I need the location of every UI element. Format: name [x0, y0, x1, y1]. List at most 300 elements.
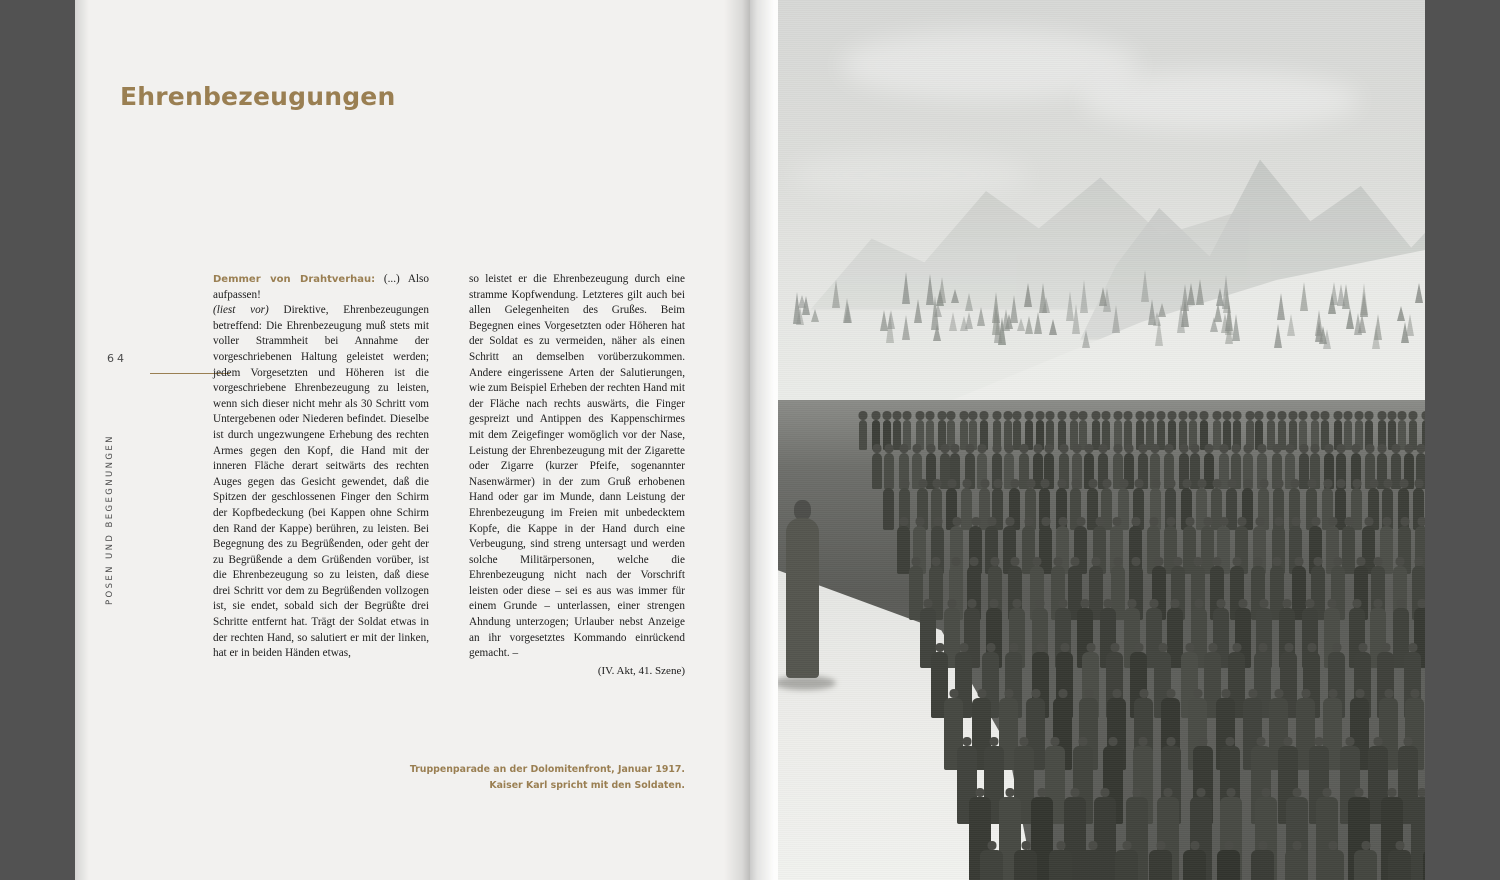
page-number: 64 [107, 352, 127, 365]
soldier-cap [1405, 444, 1414, 453]
soldier-cap [963, 737, 972, 746]
soldier-cap [1233, 411, 1242, 420]
soldier-cap [900, 479, 909, 488]
officer-head [794, 500, 811, 520]
soldier-cap [987, 517, 996, 526]
soldier-cap [980, 479, 989, 488]
tree-icon [1112, 305, 1120, 333]
soldier-cap [1174, 557, 1183, 566]
tree-icon [951, 289, 959, 303]
soldier-cap [1102, 411, 1111, 420]
soldier-cap [1314, 557, 1323, 566]
speaker-name: Demmer von Drahtverhau: [213, 274, 376, 285]
soldier-cap [1258, 841, 1267, 850]
historical-photograph [750, 0, 1425, 880]
soldier-figure [980, 850, 1003, 880]
soldier-cap [1382, 517, 1391, 526]
soldier-cap [883, 411, 892, 420]
soldier-cap [1128, 599, 1137, 608]
soldier-cap [899, 517, 908, 526]
soldier-cap [1239, 599, 1248, 608]
caption-line-2: Kaiser Karl spricht mit den Soldaten. [489, 780, 685, 791]
soldier-cap [1346, 737, 1355, 746]
soldier-cap [885, 444, 894, 453]
soldier-cap [1311, 411, 1320, 420]
soldier-cap [1315, 737, 1324, 746]
soldier-cap [1112, 517, 1121, 526]
soldier-cap [1399, 479, 1408, 488]
soldier-cap [976, 788, 985, 797]
tree-icon [1374, 314, 1382, 340]
soldier-cap [1119, 479, 1128, 488]
soldier-cap [1013, 411, 1022, 420]
cloud [790, 150, 1030, 200]
soldier-cap [993, 479, 1002, 488]
soldier-figure [1285, 850, 1308, 880]
soldier-cap [1031, 689, 1040, 698]
soldier-cap [993, 444, 1002, 453]
soldier-cap [1025, 411, 1034, 420]
soldier-cap [915, 517, 924, 526]
soldier-cap [1009, 643, 1018, 652]
soldier-cap [1079, 737, 1088, 746]
tree-icon [1017, 318, 1025, 331]
soldier-cap [1232, 444, 1241, 453]
soldier-cap [966, 444, 975, 453]
soldier-cap [1408, 643, 1417, 652]
soldier-cap [1133, 788, 1142, 797]
soldier-cap [1139, 689, 1148, 698]
soldier-cap [1146, 411, 1155, 420]
soldier-cap [1295, 557, 1304, 566]
tree-icon [1315, 310, 1323, 336]
soldier-cap [1418, 788, 1426, 797]
tree-icon [914, 299, 922, 323]
page-title: Ehrenbezeugungen [120, 82, 396, 111]
soldier-cap [1155, 557, 1164, 566]
soldier-cap [986, 643, 995, 652]
soldier-cap [1185, 643, 1194, 652]
soldier-cap [990, 737, 999, 746]
soldier-cap [1132, 557, 1141, 566]
photo-left-margin [750, 0, 778, 880]
soldier-figure [1321, 850, 1344, 880]
soldier-cap [1004, 689, 1013, 698]
soldier-cap [1056, 841, 1065, 850]
soldier-cap [1058, 411, 1067, 420]
soldier-figure [897, 526, 910, 574]
soldier-cap [1392, 444, 1401, 453]
soldier-cap [1233, 557, 1242, 566]
officer-figure [780, 500, 826, 700]
soldier-cap [933, 517, 942, 526]
soldier-cap [1226, 737, 1235, 746]
caption-line-1: Truppenparade an der Dolomitenfront, Januar 1917. [409, 764, 685, 775]
soldier-cap [1005, 444, 1014, 453]
soldier-cap [1227, 788, 1236, 797]
soldier-cap [1058, 517, 1067, 526]
soldier-cap [1136, 411, 1145, 420]
running-head: POSEN UND BEGEGNUNGEN [105, 434, 115, 605]
soldier-cap [1289, 411, 1298, 420]
soldier-cap [1258, 643, 1267, 652]
soldier-cap [1396, 557, 1405, 566]
soldier-cap [1189, 411, 1198, 420]
soldier-cap [1283, 599, 1292, 608]
soldier-cap [1243, 479, 1252, 488]
tree-icon [1406, 314, 1414, 336]
soldier-cap [1013, 599, 1022, 608]
soldier-cap [1024, 517, 1033, 526]
body-text-left: Direktive, Ehrenbezeugungen betreffend: Die Ehrenbezeugung muß stets mit voller Strammheit bei Annahme der vorgeschriebenen Haltung geleistet werden; jedem Vorgesetzten und Höheren ist die vorgeschriebene Ehrenbezeugung zu leisten, wenn sich dieser nicht mehr als 30 Schritt vom Untergebenen oder Niederen befindet. Dieselbe ist durch ungezwungene Erhebung des rechten Armes gegen den Kopf, die Hand mit der inneren Fläche derart seitwärts des rechten Auges gegen das Gesicht gewendet, daß die Spitzen der geschlossenen Finger den Schirm der Kopfbedeckung (bei Kappen ohne Schirm den Rand der Kappe) berühren, zu leisten. Bei Begegnung des zu Begrüßenden, oder geht der zu Begrüßende a dem Grüßenden vorüber, ist die Ehrenbezeugung so zu leisten, daß diese drei Schritt vor dem zu Begrüßenden vollzogen ist, sie endet, sobald sich der Begrüßte drei Schritte entfernt hat. Trägt der Soldat etwas in der rechten Hand, so salutiert er mit der linken, hat er in beiden Händen etwas, [213, 304, 429, 660]
soldier-cap [1190, 841, 1199, 850]
soldier-cap [1328, 599, 1337, 608]
soldier-cap [960, 411, 969, 420]
soldier-cap [1166, 517, 1175, 526]
soldier-cap [1045, 444, 1054, 453]
soldier-cap [1262, 788, 1271, 797]
soldier-cap [893, 411, 902, 420]
soldier-cap [884, 479, 893, 488]
soldier-cap [1388, 788, 1397, 797]
tree-icon [1216, 288, 1224, 306]
soldier-cap [1171, 599, 1180, 608]
soldier-cap [1352, 479, 1361, 488]
soldier-cap [1244, 444, 1253, 453]
tree-icon [1141, 270, 1149, 302]
soldier-cap [1344, 411, 1353, 420]
tree-icon [960, 316, 968, 331]
soldier-cap [1102, 479, 1111, 488]
soldier-cap [1307, 643, 1316, 652]
tree-icon [933, 324, 941, 341]
soldier-cap [1085, 444, 1094, 453]
soldier-cap [947, 411, 956, 420]
soldier-figure [1115, 850, 1138, 880]
soldier-cap [1166, 479, 1175, 488]
soldier-cap [1101, 788, 1110, 797]
soldier-figure [1423, 850, 1425, 880]
soldier-cap [1038, 788, 1047, 797]
soldier-cap [1124, 411, 1133, 420]
soldier-cap [1274, 479, 1283, 488]
officer-shadow [774, 676, 836, 690]
soldier-cap [1221, 689, 1230, 698]
soldier-cap [1036, 411, 1045, 420]
soldier-cap [1212, 479, 1221, 488]
page-edge-shadow [75, 0, 89, 880]
stage-direction: (liest vor) [213, 304, 269, 317]
tree-icon [1187, 283, 1195, 305]
soldier-cap [1011, 557, 1020, 566]
soldier-cap [1369, 479, 1378, 488]
soldier-cap [1110, 643, 1119, 652]
soldier-cap [949, 689, 958, 698]
soldier-cap [987, 841, 996, 850]
soldier-cap [1004, 411, 1013, 420]
soldier-cap [1364, 517, 1373, 526]
soldier-cap [1414, 479, 1423, 488]
soldier-cap [991, 557, 1000, 566]
soldier-cap [1051, 737, 1060, 746]
soldier-cap [1417, 517, 1425, 526]
tree-icon [1300, 282, 1308, 311]
tree-icon [796, 307, 804, 325]
soldier-cap [1046, 411, 1055, 420]
soldier-cap [1167, 737, 1176, 746]
soldier-cap [1273, 444, 1282, 453]
tree-icon [1066, 291, 1074, 321]
soldier-cap [941, 444, 950, 453]
soldier-cap [1237, 517, 1246, 526]
soldier-cap [1166, 689, 1175, 698]
soldier-cap [1081, 599, 1090, 608]
tree-icon [1177, 304, 1185, 333]
tree-icon [1274, 324, 1282, 348]
soldier-cap [1274, 517, 1283, 526]
soldier-figure [1354, 850, 1377, 880]
soldier-cap [1010, 479, 1019, 488]
photo-caption [213, 762, 685, 794]
tree-icon [977, 307, 985, 326]
soldier-cap [1219, 517, 1228, 526]
soldier-cap [1071, 788, 1080, 797]
soldier-cap [1179, 411, 1188, 420]
soldier-cap [1021, 841, 1030, 850]
soldier-cap [1381, 643, 1390, 652]
soldier-cap [1193, 689, 1202, 698]
soldier-cap [1060, 643, 1069, 652]
soldier-cap [1114, 444, 1123, 453]
soldier-cap [1006, 788, 1015, 797]
soldier-cap [1388, 411, 1397, 420]
tree-icon [902, 272, 910, 304]
soldier-cap [970, 557, 979, 566]
soldier-cap [927, 444, 936, 453]
tree-icon [992, 304, 1000, 335]
soldier-cap [1084, 689, 1093, 698]
soldier-figure [1251, 850, 1274, 880]
text-column-left [213, 272, 429, 662]
soldier-cap [1286, 444, 1295, 453]
soldier-cap [1079, 411, 1088, 420]
soldier-cap [1200, 411, 1209, 420]
tree-icon [1337, 284, 1345, 306]
soldier-cap [1070, 411, 1079, 420]
soldier-cap [1151, 444, 1160, 453]
soldier-cap [952, 517, 961, 526]
soldier-cap [968, 599, 977, 608]
soldier-cap [1307, 479, 1316, 488]
soldier-cap [1086, 643, 1095, 652]
soldier-cap [1157, 411, 1166, 420]
soldier-cap [1054, 557, 1063, 566]
soldier-cap [1353, 599, 1362, 608]
text-column-right [469, 272, 685, 679]
soldier-cap [859, 411, 868, 420]
soldier-cap [1088, 841, 1097, 850]
soldier-cap [1259, 479, 1268, 488]
soldier-cap [1257, 737, 1266, 746]
tree-icon [887, 310, 895, 329]
soldier-cap [990, 599, 999, 608]
soldier-cap [1156, 841, 1165, 850]
soldier-cap [1220, 444, 1229, 453]
soldier-cap [1088, 479, 1097, 488]
tree-icon [1103, 288, 1111, 312]
tree-icon [811, 309, 819, 322]
soldier-cap [1036, 643, 1045, 652]
soldier-cap [1374, 557, 1383, 566]
soldier-cap [1034, 444, 1043, 453]
soldier-cap [977, 689, 986, 698]
soldier-cap [938, 411, 947, 420]
soldier-cap [1058, 689, 1067, 698]
soldier-cap [978, 444, 987, 453]
soldier-cap [1255, 411, 1264, 420]
soldier-cap [1284, 737, 1293, 746]
soldier-cap [1208, 643, 1217, 652]
soldier-cap [1398, 411, 1407, 420]
soldier-cap [1344, 517, 1353, 526]
tree-icon [1024, 283, 1032, 307]
soldier-cap [1033, 557, 1042, 566]
soldier-figure [1226, 488, 1237, 530]
soldier-cap [1357, 557, 1366, 566]
tree-icon [1034, 312, 1042, 334]
gutter-shadow-left [724, 0, 750, 880]
soldier-cap [1191, 444, 1200, 453]
tree-icon [1346, 308, 1354, 329]
soldier-cap [1273, 557, 1282, 566]
soldier-cap [1223, 411, 1232, 420]
soldier-cap [872, 411, 881, 420]
soldier-cap [1328, 689, 1337, 698]
soldier-cap [1041, 517, 1050, 526]
soldier-cap [1182, 479, 1191, 488]
soldier-cap [1213, 411, 1222, 420]
right-page [750, 0, 1425, 880]
soldier-cap [1328, 517, 1337, 526]
soldier-cap [1092, 411, 1101, 420]
cloud [1080, 70, 1360, 130]
soldier-cap [1278, 411, 1287, 420]
soldier-cap [947, 479, 956, 488]
soldier-cap [1284, 643, 1293, 652]
soldier-cap [948, 599, 957, 608]
soldier-cap [1409, 411, 1418, 420]
soldier-cap [1378, 444, 1387, 453]
soldier-cap [1358, 643, 1367, 652]
tree-icon [1049, 319, 1057, 335]
soldier-cap [913, 444, 922, 453]
soldier-cap [1213, 557, 1222, 566]
soldier-figure [883, 488, 894, 530]
soldier-cap [1104, 599, 1113, 608]
soldier-cap [1199, 737, 1208, 746]
soldier-cap [1149, 517, 1158, 526]
soldier-cap [1076, 517, 1085, 526]
soldier-cap [1134, 479, 1143, 488]
soldier-cap [1059, 599, 1068, 608]
soldier-cap [1060, 444, 1069, 453]
soldier-cap [1417, 444, 1426, 453]
tree-icon [1210, 317, 1218, 332]
soldier-cap [1299, 411, 1308, 420]
tree-icon [1277, 293, 1285, 320]
tree-icon [902, 315, 910, 340]
tree-icon [844, 303, 852, 323]
soldier-cap [1332, 643, 1341, 652]
soldier-cap [1125, 444, 1134, 453]
officer-coat [786, 518, 819, 678]
soldier-cap [1194, 557, 1203, 566]
soldier-cap [1361, 841, 1370, 850]
soldier-cap [1122, 841, 1131, 850]
soldier-cap [1205, 444, 1214, 453]
soldier-cap [971, 517, 980, 526]
soldier-cap [1255, 517, 1264, 526]
tree-icon [1415, 283, 1423, 303]
soldier-figure [1388, 850, 1411, 880]
soldier-cap [1005, 517, 1014, 526]
soldier-cap [1109, 737, 1118, 746]
soldier-cap [1071, 479, 1080, 488]
soldier-cap [1071, 557, 1080, 566]
tree-icon [1223, 290, 1231, 313]
soldier-cap [1323, 788, 1332, 797]
speaker-opening-line: (...) Also aufpassen! [213, 273, 429, 301]
soldier-cap [926, 411, 935, 420]
tree-icon [949, 312, 957, 331]
soldier-cap [1246, 411, 1255, 420]
soldier-cap [1168, 411, 1177, 420]
soldier-cap [1323, 479, 1332, 488]
soldier-cap [1366, 444, 1375, 453]
tree-icon [1025, 316, 1033, 334]
soldier-cap [1400, 517, 1409, 526]
soldier-figure [859, 420, 867, 450]
soldier-cap [903, 411, 912, 420]
soldier-cap [1374, 737, 1383, 746]
soldier-cap [1114, 557, 1123, 566]
tree-icon [832, 280, 840, 308]
soldier-cap [1134, 643, 1143, 652]
soldier-cap [980, 411, 989, 420]
soldier-figure [1183, 850, 1206, 880]
soldier-cap [1180, 444, 1189, 453]
tree-icon [1148, 299, 1156, 325]
soldier-cap [1336, 479, 1345, 488]
soldier-cap [1267, 411, 1276, 420]
tree-icon [1039, 283, 1047, 313]
soldier-cap [1274, 689, 1283, 698]
soldier-cap [1410, 689, 1419, 698]
soldier-cap [932, 479, 941, 488]
soldier-cap [1374, 599, 1383, 608]
soldier-cap [1040, 479, 1049, 488]
tree-icon [1397, 306, 1405, 321]
soldier-cap [1311, 517, 1320, 526]
soldier-cap [1232, 643, 1241, 652]
soldier-cap [1248, 689, 1257, 698]
soldier-cap [1355, 788, 1364, 797]
soldier-cap [1311, 444, 1320, 453]
soldier-cap [1415, 557, 1424, 566]
soldier-cap [1355, 411, 1364, 420]
soldier-cap [962, 479, 971, 488]
soldier-figure [1049, 850, 1072, 880]
